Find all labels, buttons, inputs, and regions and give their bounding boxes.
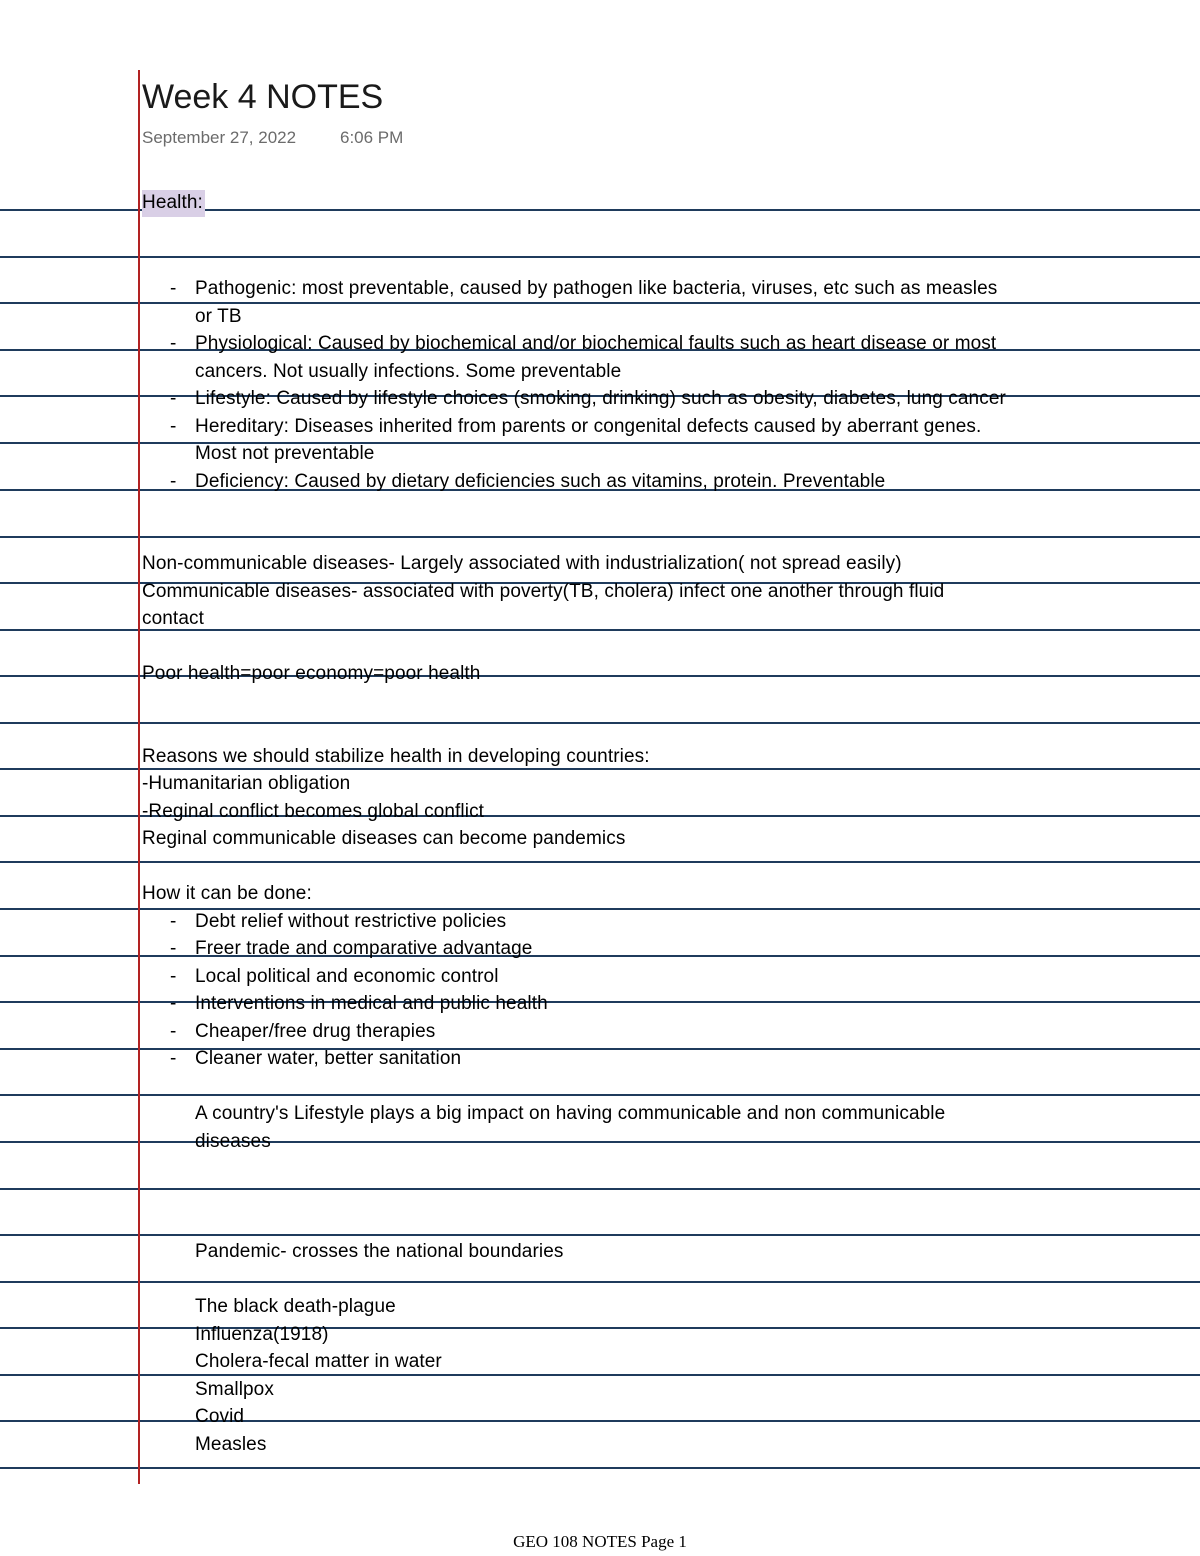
bullet-dash: - bbox=[170, 911, 177, 932]
bullet-dash: - bbox=[170, 416, 177, 437]
bullet-dash: - bbox=[170, 966, 177, 987]
list-item-continued: cancers. Not usually infections. Some preventable bbox=[195, 361, 622, 382]
rule-line bbox=[0, 722, 1200, 724]
bullet-dash: - bbox=[170, 471, 177, 492]
list-item-continued: Most not preventable bbox=[195, 443, 375, 464]
page-footer: GEO 108 NOTES Page 1 bbox=[513, 1532, 687, 1551]
list-item: Pathogenic: most preventable, caused by pathogen like bacteria, viruses, etc such as measles bbox=[195, 278, 998, 299]
list-item: Reginal communicable diseases can become pandemics bbox=[142, 828, 626, 849]
list-item: Cholera-fecal matter in water bbox=[195, 1351, 442, 1372]
rule-line bbox=[0, 536, 1200, 538]
bullet-dash: - bbox=[170, 278, 177, 299]
health-heading-text: Health: bbox=[142, 190, 205, 217]
rule-line bbox=[0, 1467, 1200, 1469]
bullet-dash: - bbox=[170, 333, 177, 354]
rule-line bbox=[0, 1001, 1200, 1003]
poor-health-note: Poor health=poor economy=poor health bbox=[142, 663, 481, 684]
list-item: -Humanitarian obligation bbox=[142, 773, 351, 794]
rule-line bbox=[0, 861, 1200, 863]
reasons-heading: Reasons we should stabilize health in developing countries: bbox=[142, 746, 650, 767]
note-date: September 27, 2022 bbox=[142, 128, 297, 147]
rule-line bbox=[0, 908, 1200, 910]
rule-line bbox=[0, 1141, 1200, 1143]
communicable-note: Communicable diseases- associated with poverty(TB, cholera) infect one another through fluid bbox=[142, 581, 945, 602]
list-item: Measles bbox=[195, 1434, 267, 1455]
pandemic-definition: Pandemic- crosses the national boundaries bbox=[195, 1241, 564, 1262]
margin-line bbox=[138, 70, 140, 1484]
rule-line bbox=[0, 955, 1200, 957]
rule-line bbox=[0, 1094, 1200, 1096]
note-time: 6:06 PM bbox=[340, 128, 404, 147]
list-item: Debt relief without restrictive policies bbox=[195, 911, 507, 932]
list-item: Hereditary: Diseases inherited from parents or congenital defects caused by aberrant genes. bbox=[195, 416, 982, 437]
health-heading bbox=[142, 192, 205, 214]
page-title: Week 4 NOTES bbox=[142, 78, 384, 116]
bullet-dash: - bbox=[170, 938, 177, 959]
list-item: Local political and economic control bbox=[195, 966, 499, 987]
bullet-dash: - bbox=[170, 1021, 177, 1042]
rule-line bbox=[0, 768, 1200, 770]
rule-line bbox=[0, 1048, 1200, 1050]
rule-line bbox=[0, 1281, 1200, 1283]
rule-line bbox=[0, 1234, 1200, 1236]
bullet-dash: - bbox=[170, 1048, 177, 1069]
list-item: Lifestyle: Caused by lifestyle choices (smoking, drinking) such as obesity, diabetes, lung cancer bbox=[195, 388, 1006, 409]
list-item: -Reginal conflict becomes global conflict bbox=[142, 801, 485, 822]
rule-line bbox=[0, 1420, 1200, 1422]
list-item: Interventions in medical and public health bbox=[195, 993, 548, 1014]
lifestyle-note-continued: diseases bbox=[195, 1131, 271, 1152]
list-item: Smallpox bbox=[195, 1379, 274, 1400]
list-item: Freer trade and comparative advantage bbox=[195, 938, 533, 959]
rule-line bbox=[0, 1374, 1200, 1376]
communicable-note-continued: contact bbox=[142, 608, 204, 629]
bullet-dash: - bbox=[170, 388, 177, 409]
rule-line bbox=[0, 256, 1200, 258]
rule-line bbox=[0, 1188, 1200, 1190]
list-item: Deficiency: Caused by dietary deficiencies such as vitamins, protein. Preventable bbox=[195, 471, 886, 492]
list-item-continued: or TB bbox=[195, 306, 242, 327]
lifestyle-note: A country's Lifestyle plays a big impact on having communicable and non communicable bbox=[195, 1103, 946, 1124]
rule-line bbox=[0, 442, 1200, 444]
bullet-dash: - bbox=[170, 993, 177, 1014]
list-item: Influenza(1918) bbox=[195, 1324, 329, 1345]
noncommunicable-note: Non-communicable diseases- Largely associated with industrialization( not spread easily) bbox=[142, 553, 902, 574]
list-item: Cheaper/free drug therapies bbox=[195, 1021, 436, 1042]
list-item: The black death-plague bbox=[195, 1296, 396, 1317]
rule-line bbox=[0, 1327, 1200, 1329]
list-item: Cleaner water, better sanitation bbox=[195, 1048, 462, 1069]
list-item: Covid bbox=[195, 1406, 245, 1427]
rule-line bbox=[0, 302, 1200, 304]
how-heading: How it can be done: bbox=[142, 883, 312, 904]
list-item: Physiological: Caused by biochemical and/or biochemical faults such as heart disease or most bbox=[195, 333, 997, 354]
